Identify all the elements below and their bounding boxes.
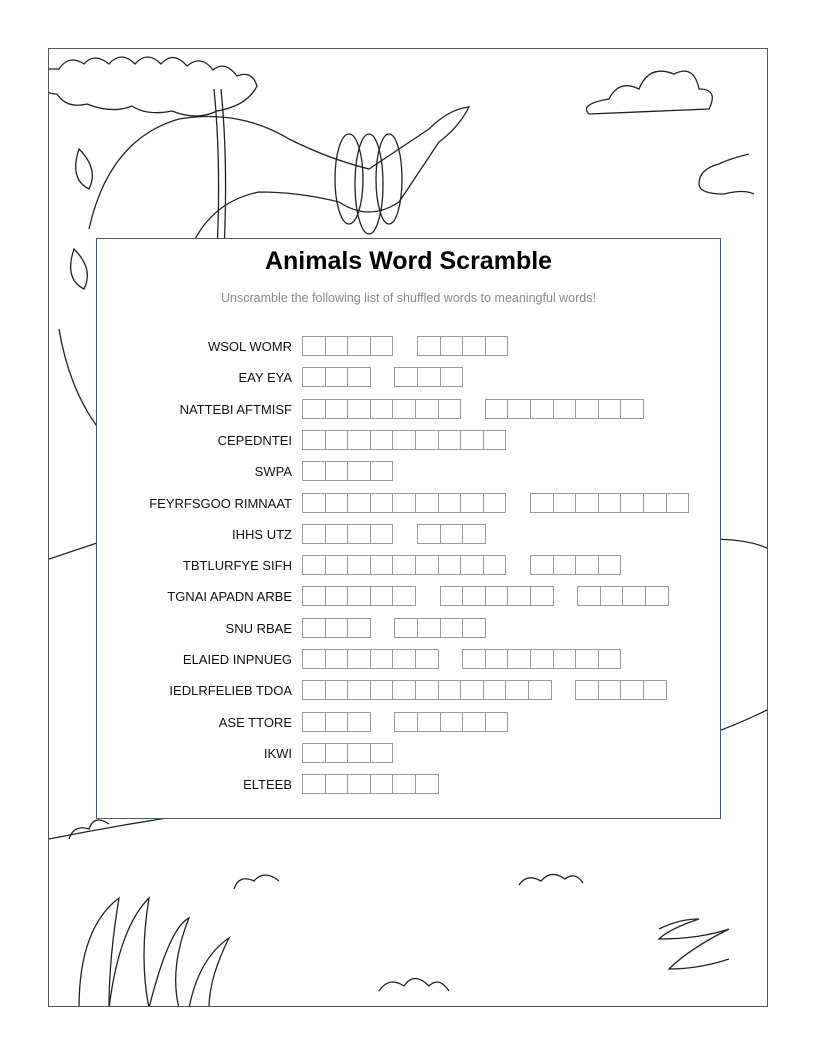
- letter-box[interactable]: [392, 680, 416, 700]
- scrambled-word: WSOL WOMR: [207, 339, 292, 354]
- answer-boxes: [302, 712, 532, 733]
- letter-box[interactable]: [347, 649, 371, 669]
- word-row: [97, 712, 720, 733]
- answer-boxes: [302, 774, 462, 795]
- letter-box[interactable]: [370, 493, 394, 513]
- letter-box[interactable]: [302, 712, 326, 732]
- letter-box[interactable]: [575, 649, 599, 669]
- letter-box[interactable]: [415, 399, 439, 419]
- letter-box[interactable]: [643, 493, 667, 513]
- letter-box[interactable]: [598, 555, 622, 575]
- letter-box[interactable]: [530, 649, 554, 669]
- letter-box[interactable]: [483, 555, 507, 575]
- letter-box[interactable]: [302, 649, 326, 669]
- word-scramble-panel: [96, 238, 721, 819]
- letter-box[interactable]: [575, 680, 599, 700]
- letter-box[interactable]: [460, 680, 484, 700]
- answer-boxes: [302, 399, 668, 420]
- tree-canopy: [49, 57, 257, 116]
- letter-box[interactable]: [438, 430, 462, 450]
- scrambled-word: TGNAI APADN ARBE: [167, 589, 292, 605]
- answer-word-group: [440, 586, 554, 607]
- letter-box[interactable]: [438, 493, 462, 513]
- worksheet-title: Animals Word Scramble: [264, 247, 553, 275]
- answer-word-group: [302, 774, 439, 795]
- letter-box[interactable]: [302, 618, 326, 638]
- answer-boxes: [302, 336, 532, 357]
- word-row: [97, 743, 720, 764]
- word-row: [97, 399, 720, 420]
- letter-box[interactable]: [415, 649, 439, 669]
- letter-box[interactable]: [577, 586, 601, 606]
- scrambled-word: TBTLURFYE SIFH: [182, 558, 292, 574]
- letter-box[interactable]: [553, 555, 577, 575]
- letter-box[interactable]: [370, 461, 394, 481]
- letter-box[interactable]: [302, 430, 326, 450]
- letter-box[interactable]: [325, 524, 349, 544]
- letter-box[interactable]: [415, 680, 439, 700]
- scrambled-word: IKWI: [263, 745, 292, 761]
- answer-word-group: [417, 524, 486, 545]
- letter-box[interactable]: [302, 399, 326, 419]
- letter-box[interactable]: [415, 493, 439, 513]
- letter-box[interactable]: [440, 367, 464, 387]
- word-row: [97, 555, 720, 576]
- answer-word-group: [302, 649, 439, 670]
- letter-box[interactable]: [462, 649, 486, 669]
- letter-box[interactable]: [302, 774, 326, 794]
- letter-box[interactable]: [392, 399, 416, 419]
- letter-box[interactable]: [370, 336, 394, 356]
- letter-box[interactable]: [507, 649, 531, 669]
- letter-box[interactable]: [302, 524, 326, 544]
- letter-box[interactable]: [483, 430, 507, 450]
- letter-box[interactable]: [485, 712, 509, 732]
- letter-box[interactable]: [598, 493, 622, 513]
- vine-loop: [376, 134, 402, 224]
- scrambled-word: EAY EYA: [238, 370, 292, 386]
- letter-box[interactable]: [370, 430, 394, 450]
- letter-box[interactable]: [325, 743, 349, 763]
- word-row: [97, 649, 720, 670]
- bush: [69, 820, 109, 839]
- letter-box[interactable]: [325, 461, 349, 481]
- word-row: [97, 493, 720, 514]
- letter-box[interactable]: [598, 680, 622, 700]
- letter-box[interactable]: [460, 493, 484, 513]
- letter-box[interactable]: [485, 399, 509, 419]
- letter-box[interactable]: [575, 493, 599, 513]
- letter-box[interactable]: [347, 618, 371, 638]
- word-row: [97, 367, 720, 388]
- scrambled-word: CEPEDNTEI: [217, 432, 292, 448]
- scrambled-word: ELAIED INPNUEG: [182, 652, 292, 667]
- answer-word-group: [302, 524, 393, 545]
- letter-box[interactable]: [325, 712, 349, 732]
- letter-box[interactable]: [462, 336, 486, 356]
- letter-box[interactable]: [620, 493, 644, 513]
- letter-box[interactable]: [417, 367, 441, 387]
- cloud-small: [234, 874, 583, 991]
- answer-word-group: [302, 430, 506, 451]
- answer-word-group: [302, 461, 393, 482]
- letter-box[interactable]: [417, 618, 441, 638]
- letter-box[interactable]: [530, 555, 554, 575]
- letter-box[interactable]: [462, 712, 486, 732]
- letter-box[interactable]: [505, 680, 529, 700]
- answer-word-group: [530, 555, 621, 576]
- letter-box[interactable]: [325, 555, 349, 575]
- scrambled-word: ELTEEB: [243, 777, 292, 793]
- letter-box[interactable]: [302, 743, 326, 763]
- scrambled-word: IHHS UTZ: [232, 526, 292, 542]
- letter-box[interactable]: [438, 555, 462, 575]
- grass: [79, 898, 229, 1007]
- answer-word-group: [575, 680, 666, 701]
- answer-word-group: [302, 680, 552, 701]
- letter-box[interactable]: [302, 586, 326, 606]
- answer-word-group: [530, 493, 689, 514]
- letter-box[interactable]: [302, 461, 326, 481]
- answer-word-group: [577, 586, 668, 607]
- letter-box[interactable]: [394, 367, 418, 387]
- answer-word-group: [462, 649, 621, 670]
- answer-word-group: [302, 555, 506, 576]
- scrambled-word: IEDLRFELIEB TDOA: [169, 683, 292, 699]
- answer-boxes: [302, 555, 645, 576]
- letter-box[interactable]: [415, 774, 439, 794]
- scrambled-word: SNU RBAE: [225, 620, 292, 636]
- word-row: [97, 336, 720, 357]
- letter-box[interactable]: [325, 680, 349, 700]
- answer-word-group: [485, 399, 644, 420]
- worksheet-instructions: Unscramble the following list of shuffled words to meaningful words!: [221, 291, 596, 305]
- letter-box[interactable]: [462, 586, 486, 606]
- answer-word-group: [302, 367, 371, 388]
- letter-box[interactable]: [370, 524, 394, 544]
- letter-box[interactable]: [440, 712, 464, 732]
- letter-box[interactable]: [622, 586, 646, 606]
- letter-box[interactable]: [325, 649, 349, 669]
- answer-word-group: [302, 586, 416, 607]
- letter-box[interactable]: [302, 680, 326, 700]
- letter-box[interactable]: [347, 743, 371, 763]
- letter-box[interactable]: [460, 555, 484, 575]
- letter-box[interactable]: [325, 618, 349, 638]
- letter-box[interactable]: [643, 680, 667, 700]
- word-row: [97, 680, 720, 701]
- word-row: [97, 461, 720, 482]
- letter-box[interactable]: [392, 649, 416, 669]
- scrambled-word: SWPA: [254, 464, 292, 480]
- cloud: [699, 154, 754, 194]
- letter-box[interactable]: [440, 524, 464, 544]
- letter-box[interactable]: [302, 555, 326, 575]
- word-row: [97, 430, 720, 451]
- answer-boxes: [302, 649, 645, 670]
- letter-box[interactable]: [392, 774, 416, 794]
- letter-box[interactable]: [347, 524, 371, 544]
- word-row: [97, 774, 720, 795]
- answer-boxes: [302, 743, 417, 764]
- letter-box[interactable]: [530, 399, 554, 419]
- letter-box[interactable]: [485, 336, 509, 356]
- letter-box[interactable]: [370, 774, 394, 794]
- letter-box[interactable]: [325, 493, 349, 513]
- answer-word-group: [302, 618, 371, 639]
- answer-boxes: [302, 586, 692, 607]
- letter-box[interactable]: [302, 367, 326, 387]
- letter-box[interactable]: [598, 399, 622, 419]
- letter-box[interactable]: [347, 430, 371, 450]
- letter-box[interactable]: [370, 399, 394, 419]
- answer-word-group: [394, 367, 463, 388]
- answer-word-group: [302, 712, 371, 733]
- letter-box[interactable]: [553, 493, 577, 513]
- letter-box[interactable]: [528, 680, 552, 700]
- letter-box[interactable]: [417, 712, 441, 732]
- letter-box[interactable]: [507, 586, 531, 606]
- letter-box[interactable]: [394, 712, 418, 732]
- answer-word-group: [394, 712, 508, 733]
- letter-box[interactable]: [347, 555, 371, 575]
- letter-box[interactable]: [347, 367, 371, 387]
- letter-box[interactable]: [370, 649, 394, 669]
- letter-box[interactable]: [485, 586, 509, 606]
- word-row: [97, 586, 720, 607]
- scrambled-word: ASE TTORE: [218, 714, 292, 730]
- answer-boxes: [302, 618, 509, 639]
- letter-box[interactable]: [553, 649, 577, 669]
- letter-box[interactable]: [483, 680, 507, 700]
- answer-boxes: [302, 430, 530, 451]
- scrambled-word: NATTEBI AFTMISF: [179, 401, 292, 417]
- letter-box[interactable]: [666, 493, 690, 513]
- letter-box[interactable]: [417, 524, 441, 544]
- letter-box[interactable]: [347, 399, 371, 419]
- letter-box[interactable]: [575, 555, 599, 575]
- letter-box[interactable]: [462, 618, 486, 638]
- word-row: [97, 618, 720, 639]
- letter-box[interactable]: [370, 743, 394, 763]
- letter-box[interactable]: [417, 336, 441, 356]
- letter-box[interactable]: [553, 399, 577, 419]
- letter-box[interactable]: [347, 586, 371, 606]
- letter-box[interactable]: [347, 774, 371, 794]
- letter-box[interactable]: [485, 649, 509, 669]
- letter-box[interactable]: [370, 586, 394, 606]
- letter-box[interactable]: [600, 586, 624, 606]
- answer-word-group: [394, 618, 485, 639]
- letter-box[interactable]: [530, 493, 554, 513]
- letter-box[interactable]: [598, 649, 622, 669]
- letter-box[interactable]: [325, 336, 349, 356]
- letter-box[interactable]: [370, 555, 394, 575]
- cloud: [587, 71, 713, 114]
- letter-box[interactable]: [415, 430, 439, 450]
- word-row: [97, 524, 720, 545]
- letter-box[interactable]: [392, 586, 416, 606]
- letter-box[interactable]: [440, 336, 464, 356]
- letter-box[interactable]: [392, 555, 416, 575]
- letter-box[interactable]: [462, 524, 486, 544]
- letter-box[interactable]: [440, 618, 464, 638]
- letter-box[interactable]: [530, 586, 554, 606]
- scrambled-word: FEYRFSGOO RIMNAAT: [149, 495, 292, 511]
- letter-box[interactable]: [347, 336, 371, 356]
- letter-box[interactable]: [394, 618, 418, 638]
- letter-box[interactable]: [438, 399, 462, 419]
- letter-box[interactable]: [325, 586, 349, 606]
- letter-box[interactable]: [507, 399, 531, 419]
- letter-box[interactable]: [440, 586, 464, 606]
- letter-box[interactable]: [347, 680, 371, 700]
- letter-box[interactable]: [620, 399, 644, 419]
- answer-boxes: [302, 493, 713, 514]
- letter-box[interactable]: [302, 336, 326, 356]
- letter-box[interactable]: [575, 399, 599, 419]
- tree-trunk: [89, 107, 469, 252]
- letter-box[interactable]: [438, 680, 462, 700]
- letter-box[interactable]: [325, 367, 349, 387]
- answer-word-group: [302, 743, 393, 764]
- letter-box[interactable]: [645, 586, 669, 606]
- letter-box[interactable]: [325, 430, 349, 450]
- letter-box[interactable]: [302, 493, 326, 513]
- letter-box[interactable]: [460, 430, 484, 450]
- answer-word-group: [302, 399, 461, 420]
- answer-boxes: [302, 680, 690, 701]
- answer-boxes: [302, 461, 417, 482]
- answer-boxes: [302, 367, 487, 388]
- answer-boxes: [302, 524, 509, 545]
- letter-box[interactable]: [620, 680, 644, 700]
- answer-word-group: [417, 336, 508, 357]
- letter-box[interactable]: [415, 555, 439, 575]
- letter-box[interactable]: [483, 493, 507, 513]
- answer-word-group: [302, 336, 393, 357]
- path-curve: [659, 919, 729, 969]
- letter-box[interactable]: [347, 493, 371, 513]
- answer-word-group: [302, 493, 506, 514]
- letter-box[interactable]: [347, 461, 371, 481]
- letter-box[interactable]: [325, 399, 349, 419]
- letter-box[interactable]: [347, 712, 371, 732]
- letter-box[interactable]: [325, 774, 349, 794]
- letter-box[interactable]: [370, 680, 394, 700]
- letter-box[interactable]: [392, 493, 416, 513]
- letter-box[interactable]: [392, 430, 416, 450]
